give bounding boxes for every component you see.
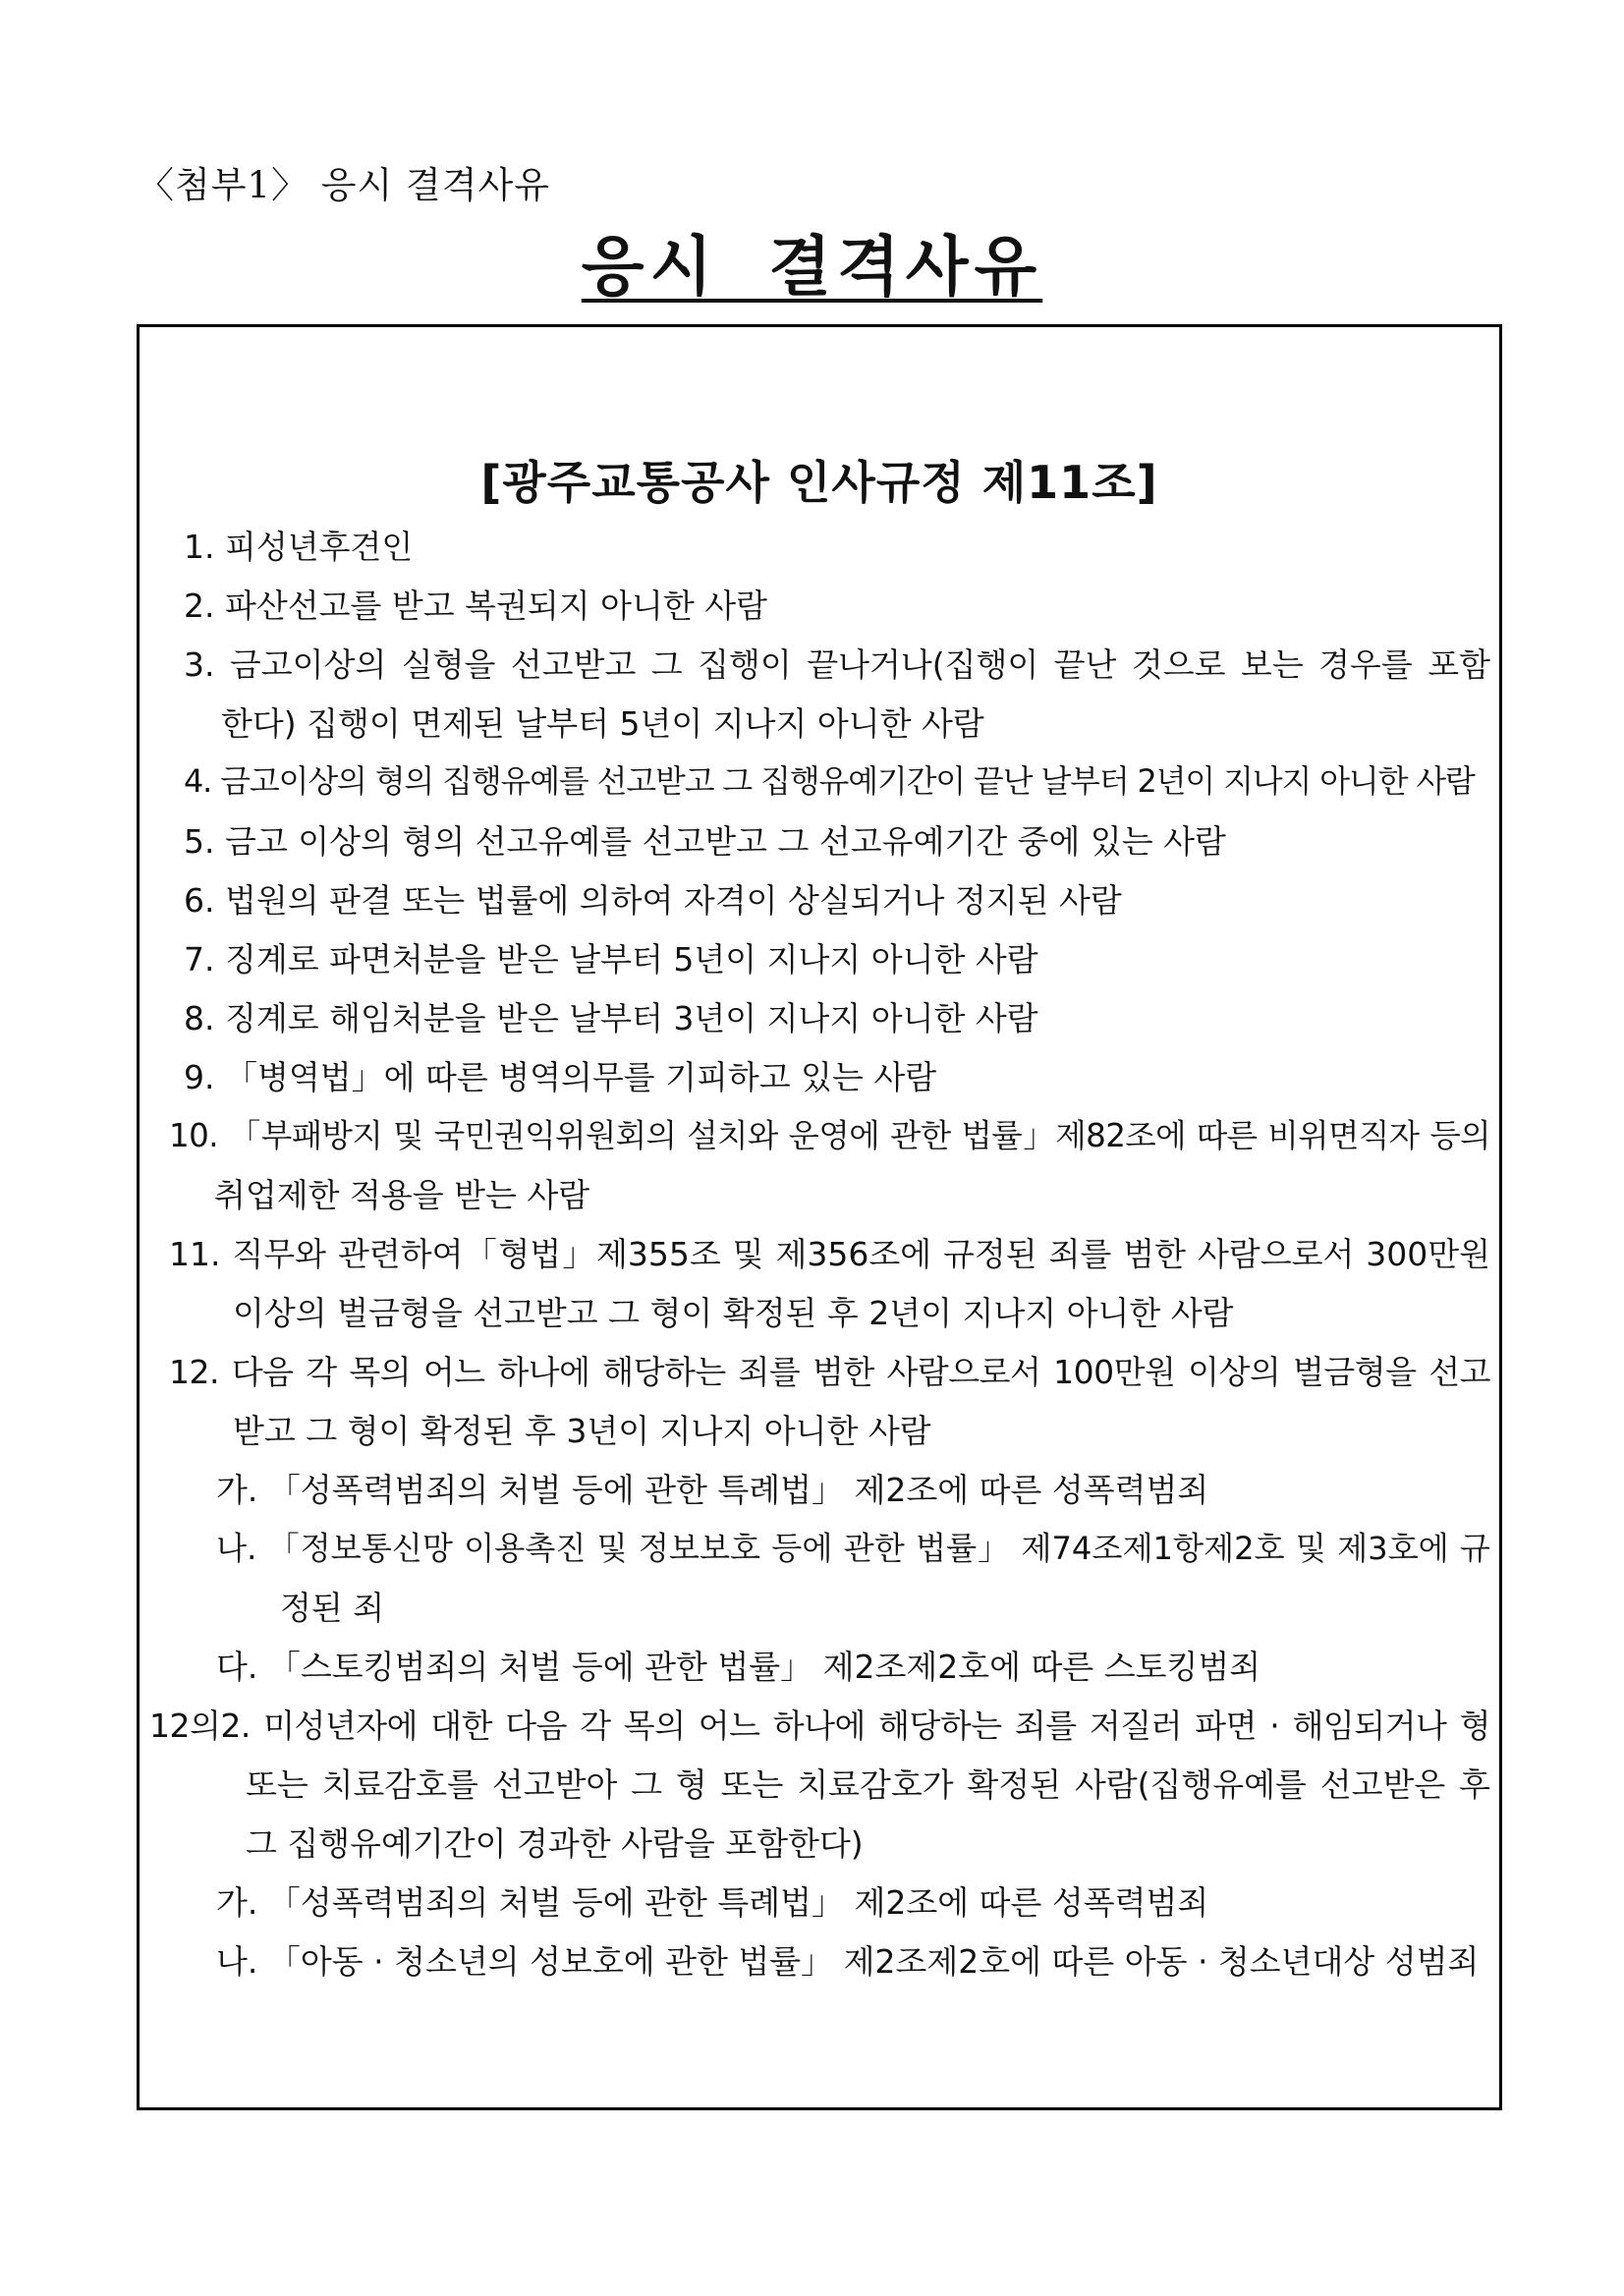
page-title-text: 응시 결격사유 — [581, 229, 1043, 305]
item-12-sub-na-line-2: 정된 죄 — [280, 1589, 385, 1627]
item-3-line-2: 한다) 집행이 면제된 날부터 5년이 지나지 아니한 사람 — [221, 704, 984, 743]
item-12-2-sub-ga: 가. 「성폭력범죄의 처벌 등에 관한 특례법」 제2조에 따른 성폭력범죄 — [216, 1883, 1209, 1922]
item-3-line-1: 3. 금고이상의 실형을 선고받고 그 집행이 끝나거나(집행이 끝난 것으로 보는 경우를 포함 — [184, 645, 1490, 684]
item-12-line-2: 받고 그 형이 확정된 후 3년이 지나지 아니한 사람 — [233, 1412, 931, 1450]
item-12-line-1: 12. 다음 각 목의 어느 하나에 해당하는 죄를 범한 사람으로서 100만원 이상의 벌금형을 선고 — [169, 1353, 1490, 1391]
item-4: 4. 금고이상의 형의 집행유예를 선고받고 그 집행유예기간이 끝난 날부터 2년이 지나지 아니한 사람 — [184, 762, 1475, 800]
item-12-2-line-3: 그 집행유예기간이 경과한 사람을 포함한다) — [246, 1824, 864, 1863]
item-9: 9. 「병역법」에 따른 병역의무를 기피하고 있는 사람 — [184, 1058, 937, 1096]
item-12-sub-da: 다. 「스토킹범죄의 처벌 등에 관한 법률」 제2조제2호에 따른 스토킹범죄 — [216, 1648, 1261, 1686]
item-12-sub-na-line-1: 나. 「정보통신망 이용촉진 및 정보보호 등에 관한 법률」 제74조제1항제2호 및 제3호에 규 — [216, 1530, 1490, 1567]
item-12-2-line-1: 12의2. 미성년자에 대한 다음 각 목의 어느 하나에 해당하는 죄를 저질러 파면 · 해임되거나 형 — [149, 1707, 1490, 1745]
item-1: 1. 피성년후견인 — [184, 528, 414, 566]
item-8: 8. 징계로 해임처분을 받은 날부터 3년이 지나지 아니한 사람 — [184, 999, 1038, 1037]
item-10-line-2: 취업제한 적용을 받는 사람 — [214, 1176, 590, 1214]
item-10-line-1: 10. 「부패방지 및 국민권익위원회의 설치와 운영에 관한 법률」제82조에 따른 비위면직자 등의 — [169, 1117, 1490, 1154]
page-title — [0, 214, 1624, 308]
item-6: 6. 법원의 판결 또는 법률에 의하여 자격이 상실되거나 정지된 사람 — [184, 881, 1122, 920]
item-12-sub-ga: 가. 「성폭력범죄의 처벌 등에 관한 특례법」 제2조에 따른 성폭력범죄 — [216, 1471, 1209, 1509]
attachment-label: 〈첨부1〉 응시 결격사유 — [138, 164, 550, 206]
item-11-line-1: 11. 직무와 관련하여「형법」제355조 및 제356조에 규정된 죄를 범한 사람으로서 300만원 — [169, 1235, 1490, 1273]
item-12-2-line-2: 또는 치료감호를 선고받아 그 형 또는 치료감호가 확정된 사람(집행유예를 선고받은 후 — [246, 1765, 1490, 1804]
item-5: 5. 금고 이상의 형의 선고유예를 선고받고 그 선고유예기간 중에 있는 사람 — [184, 822, 1226, 861]
item-11-line-2: 이상의 벌금형을 선고받고 그 형이 확정된 후 2년이 지나지 아니한 사람 — [233, 1294, 1234, 1332]
item-7: 7. 징계로 파면처분을 받은 날부터 5년이 지나지 아니한 사람 — [184, 940, 1038, 979]
item-12-2-sub-na: 나. 「아동 · 청소년의 성보호에 관한 법률」 제2조제2호에 따른 아동 · 청소년대상 성범죄 — [216, 1942, 1480, 1981]
item-2: 2. 파산선고를 받고 복권되지 아니한 사람 — [184, 587, 767, 625]
box-heading: [광주교통공사 인사규정 제11조] — [480, 456, 1158, 509]
